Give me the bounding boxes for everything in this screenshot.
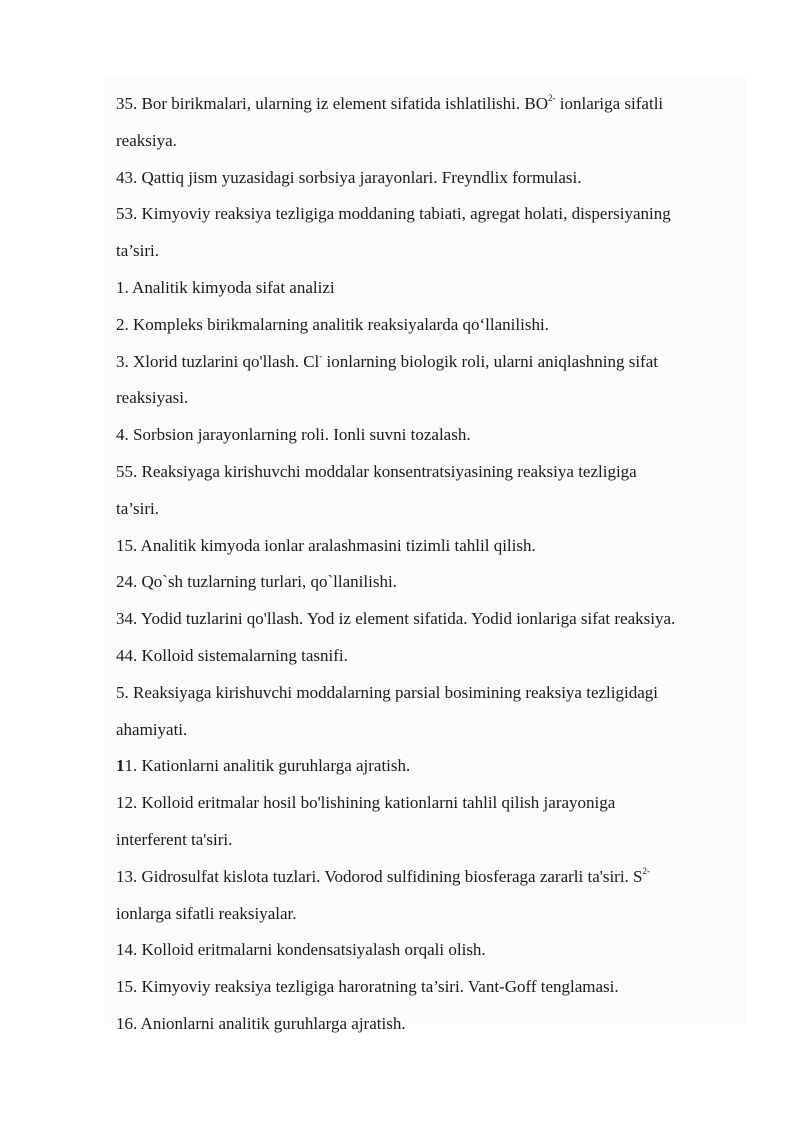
question-line: 12. Kolloid eritmalar hosil bo'lishining kationlarni tahlil qilish jarayoniga bbox=[116, 793, 616, 813]
question-line: 3. Xlorid tuzlarini qo'llash. Cl- ionlarning biologik roli, ularni aniqlashning sifat bbox=[116, 350, 658, 371]
question-list bbox=[116, 86, 748, 1043]
question-line-continued: ta’siri. bbox=[116, 241, 159, 261]
question-line: 4. Sorbsion jarayonlarning roli. Ionli suvni tozalash. bbox=[116, 425, 471, 445]
question-line: 55. Reaksiyaga kirishuvchi moddalar konsentratsiyasining reaksiya tezligiga bbox=[116, 461, 637, 481]
question-line: 24. Qo`sh tuzlarning turlari, qo`llanilishi. bbox=[116, 572, 397, 592]
question-line: 53. Kimyoviy reaksiya tezligiga moddaning tabiati, agregat holati, dispersiyaning bbox=[116, 204, 671, 224]
question-line-continued: reaksiyasi. bbox=[116, 388, 189, 408]
question-line: 1. Analitik kimyoda sifat analizi bbox=[116, 277, 335, 297]
question-line: 13. Gidrosulfat kislota tuzlari. Vodorod sulfidining biosferaga zararli ta'siri. $S^{2-}$ bbox=[116, 865, 651, 886]
question-line-continued: interferent ta'siri. bbox=[116, 829, 233, 849]
question-line: 5. Reaksiyaga kirishuvchi moddalarning parsial bosimining reaksiya tezligidagi bbox=[116, 682, 658, 702]
question-line: 14. Kolloid eritmalarni kondensatsiyalash orqali olish. bbox=[116, 940, 486, 960]
question-line: 15. Kimyoviy reaksiya tezligiga haroratning ta’siri. Vant-Goff tenglamasi. bbox=[116, 977, 619, 997]
question-line: 43. Qattiq jism yuzasidagi sorbsiya jarayonlari. Freyndlix formulasi. bbox=[116, 167, 582, 187]
question-line: 15. Analitik kimyoda ionlar aralashmasini tizimli tahlil qilish. bbox=[116, 535, 536, 555]
question-line-continued: ta’siri. bbox=[116, 498, 159, 518]
question-line: 34. Yodid tuzlarini qo'llash. Yod iz element sifatida. Yodid ionlariga sifat reaksiya. bbox=[116, 609, 676, 629]
question-line: 35. Bor birikmalari, ularning iz element sifatida ishlatilishi. $BO^{2-}$ ionlariga sifatli bbox=[116, 93, 664, 113]
question-line-continued: ionlarga sifatli reaksiyalar. bbox=[116, 903, 297, 923]
question-line-continued: reaksiya. bbox=[116, 130, 177, 150]
question-line: 44. Kolloid sistemalarning tasnifi. bbox=[116, 645, 348, 665]
question-line: 2. Kompleks birikmalarning analitik reaksiyalarda qo‘llanilishi. bbox=[116, 314, 549, 334]
question-line: 16. Anionlarni analitik guruhlarga ajratish. bbox=[116, 1013, 406, 1033]
question-line: 11. Kationlarni analitik guruhlarga ajratish. bbox=[116, 756, 411, 776]
question-line-continued: ahamiyati. bbox=[116, 719, 188, 739]
